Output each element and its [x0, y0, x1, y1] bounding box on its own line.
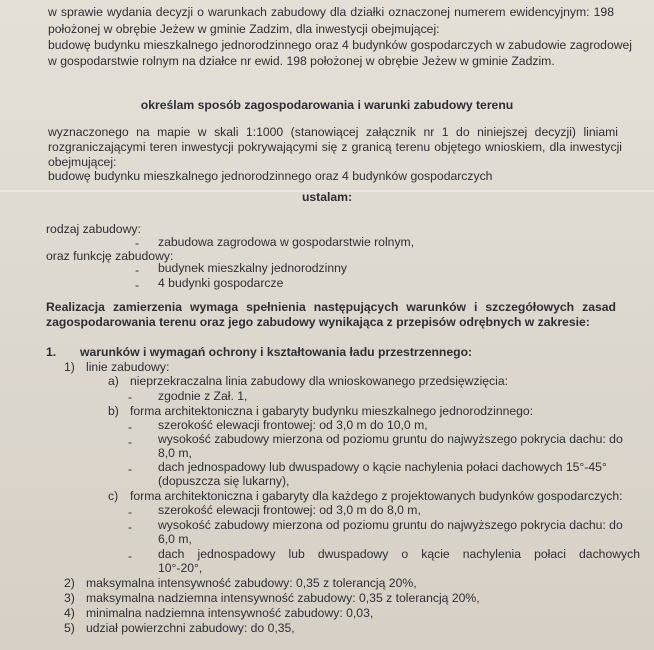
- para2-line-4: budowę budynku mieszkalnego jednorodzinnego oraz 4 budynków gospodarczych: [48, 169, 493, 183]
- sub1-a-letter: a): [108, 374, 119, 388]
- sub1-c-dash-2: -: [128, 520, 133, 534]
- sub1-b-dash-1: -: [128, 420, 133, 434]
- sub1-b-item-2-line-1: wysokość zabudowy mierzona od poziomu gruntu do najwyższego pokrycia dachu: do: [158, 432, 623, 446]
- sub1-c-letter: c): [108, 489, 119, 503]
- intro-line-3: budowę budynku mieszkalnego jednorodzinnego oraz 4 budynków gospodarczych w zabudowie zagrodowej: [48, 38, 633, 52]
- heading-ustalam: ustalam:: [301, 190, 353, 204]
- sub1-c-item-3-line-2: 10°-20°,: [158, 561, 203, 575]
- para2-line-2: rozgraniczającymi teren inwestycji pokrywającymi się z granicą terenu objętego wnioskiem, dla inwestycji: [48, 140, 622, 154]
- sub1-a-text: nieprzekraczalna linia zabudowy dla wnioskowanego przedsięwzięcia:: [130, 374, 509, 388]
- sub1-b-item-1: szerokość elewacji frontowej: od 3,0 m do 10,0 m,: [158, 418, 428, 432]
- realizacja-line-2: zagospodarowania terenu oraz jego zabudowy wynikająca z przepisów odrębnych w zakresie:: [46, 315, 590, 329]
- sub1-number: 1): [64, 360, 75, 374]
- numbered-2-text: maksymalna intensywność zabudowy: 0,35 z tolerancją 20%,: [86, 576, 417, 590]
- sub1-b-text: forma architektoniczna i gabaryty budynku mieszkalnego jednorodzinnego:: [130, 404, 534, 418]
- rodzaj-item: zabudowa zagrodowa w gospodarstwie rolnym,: [158, 235, 415, 249]
- funkcja-label: oraz funkcję zabudowy:: [46, 249, 174, 263]
- funkcja-dash-1: -: [135, 263, 140, 277]
- para2-line-3: obejmującej:: [48, 155, 117, 169]
- numbered-4-text: minimalna nadziemna intensywność zabudowy: 0,03,: [86, 606, 374, 620]
- sub1-c-item-2-line-2: 6,0 m,: [158, 532, 192, 546]
- rodzaj-dash: -: [135, 236, 140, 250]
- sub1-a-item: zgodnie z Zał. 1,: [158, 389, 248, 403]
- rodzaj-label: rodzaj zabudowy:: [46, 222, 141, 236]
- sub1-c-dash-3: -: [128, 549, 133, 563]
- funkcja-item-2: 4 budynki gospodarcze: [158, 276, 284, 290]
- numbered-3-number: 3): [64, 591, 75, 605]
- intro-line-1: w sprawie wydania decyzji o warunkach zabudowy dla działki oznaczonej numerem ewidencyjnym: 198: [48, 5, 614, 19]
- sub1-c-item-3-line-1: dach jednospadowy lub dwuspadowy o kącie nachylenia połaci dachowych: [158, 547, 640, 561]
- funkcja-dash-2: -: [135, 278, 140, 292]
- sub1-b-dash-3: -: [128, 462, 133, 476]
- sub1-b-letter: b): [108, 404, 119, 418]
- numbered-5-number: 5): [64, 621, 75, 635]
- realizacja-line-1: Realizacja zamierzenia wymaga spełnienia następujących warunków i szczegółowych zasad: [46, 300, 616, 314]
- numbered-3-text: maksymalna nadziemna intensywność zabudowy: 0,35 z tolerancją 20%,: [86, 591, 480, 605]
- sub1-b-item-2-line-2: 8,0 m,: [158, 446, 192, 460]
- sub1-b-dash-2: -: [128, 435, 133, 449]
- section1-number: 1.: [46, 345, 57, 359]
- sub1-b-item-3-line-1: dach jednospadowy lub dwuspadowy o kącie nachylenia połaci dachowych 15°-45°: [158, 460, 607, 474]
- sub1-b-item-3-line-2: (dopuszcza się lukarny),: [158, 474, 290, 488]
- sub1-c-item-2-line-1: wysokość zabudowy mierzona od poziomu gruntu do najwyższego pokrycia dachu: do: [158, 518, 623, 532]
- sub1-c-text: forma architektoniczna i gabaryty dla każdego z projektowanych budynków gospodarczych:: [130, 489, 623, 503]
- sub1-a-dash: -: [128, 390, 133, 404]
- heading-zagospodarowanie: określam sposób zagospodarowania i warunki zabudowy terenu: [140, 98, 514, 112]
- sub1-c-item-1: szerokość elewacji frontowej: od 3,0 m do 8,0 m,: [158, 503, 421, 517]
- intro-line-4: w gospodarstwie rolnym na działce nr ewid. 198 położonej w obrębie Jeżew w gminie Zadzim.: [48, 54, 555, 68]
- numbered-4-number: 4): [64, 606, 75, 620]
- numbered-5-text: udział powierzchni zabudowy: do 0,35,: [86, 621, 295, 635]
- funkcja-item-1: budynek mieszkalny jednorodzinny: [158, 261, 348, 275]
- section1-title: warunków i wymagań ochrony i kształtowania ładu przestrzennego:: [80, 345, 473, 359]
- sub1-label: linie zabudowy:: [86, 360, 170, 374]
- intro-line-2: położonej w obrębie Jeżew w gminie Zadzim, dla inwestycji obejmującej:: [48, 22, 440, 36]
- para2-line-1: wyznaczonego na mapie w skali 1:1000 (stanowiącej załącznik nr 1 do niniejszej decyzji) liniami: [48, 125, 618, 139]
- sub1-c-dash-1: -: [128, 505, 133, 519]
- numbered-2-number: 2): [64, 576, 75, 590]
